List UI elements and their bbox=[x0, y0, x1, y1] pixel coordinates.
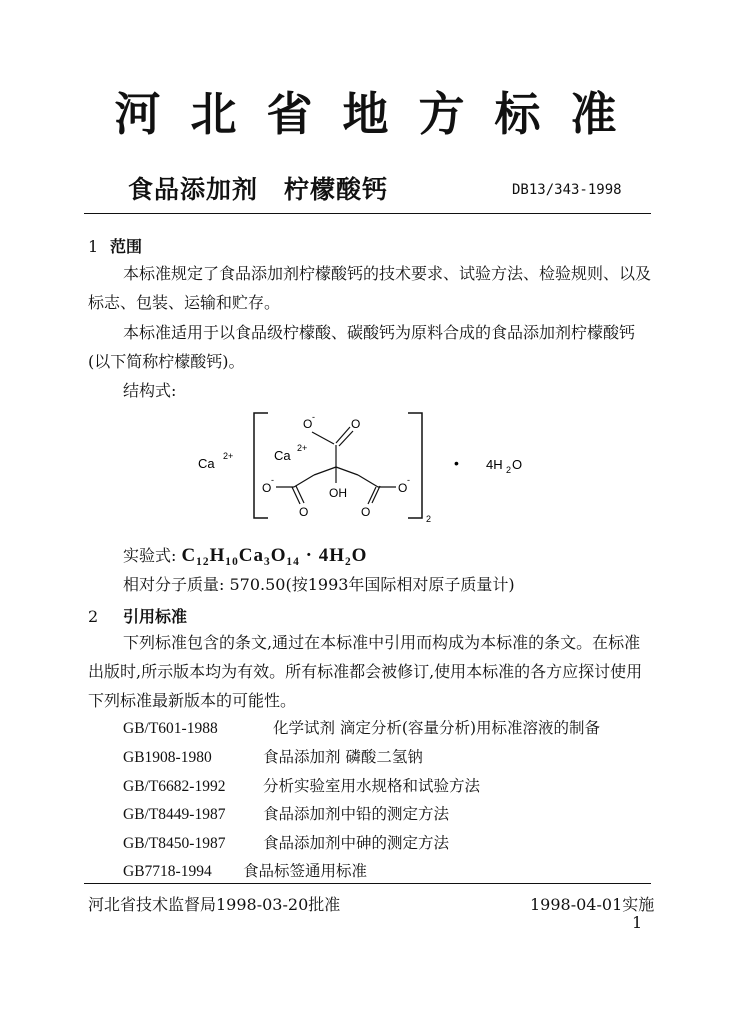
section1-heading bbox=[88, 234, 142, 257]
bond-center-left bbox=[314, 467, 336, 475]
oh-group: OH bbox=[329, 486, 347, 500]
section1-number: 1 bbox=[88, 237, 99, 256]
right-bracket bbox=[408, 413, 422, 518]
effective-date: 1998-04-01实施 bbox=[530, 895, 655, 914]
empirical-formula: C₁₂H₁₀Ca₃O₁₄ · 4H₂O bbox=[181, 545, 368, 566]
reference-code: GB/T8450-1987 bbox=[123, 835, 226, 852]
section1-para1: 本标准规定了食品添加剂柠檬酸钙的技术要求、试验方法、检验规则、以及标志、包装、运输和贮存。 bbox=[88, 264, 652, 312]
section2-para: 下列标准包含的条文,通过在本标准中引用而构成为本标准的条文。在标准出版时,所示版本均为有效。所有标准都会被修订,使用本标准的各方应探讨使用下列标准最新版本的可能性。 bbox=[88, 633, 643, 710]
reference-title: 食品添加剂中铅的测定方法 bbox=[263, 805, 450, 823]
o-right-minus-sup: - bbox=[407, 475, 410, 485]
section1-title: 范围 bbox=[110, 237, 143, 256]
doc-title bbox=[128, 170, 388, 206]
doc-title-part1: 食品添加剂 bbox=[128, 175, 259, 204]
reference-code: GB/T8449-1987 bbox=[123, 806, 226, 823]
o-top-minus: O bbox=[303, 417, 313, 431]
o-top: O bbox=[351, 417, 361, 431]
o-left-minus: O bbox=[262, 481, 272, 495]
reference-code: GB1908-1980 bbox=[123, 749, 212, 766]
reference-title: 分析实验室用水规格和试验方法 bbox=[263, 777, 481, 795]
section1-para2: 本标准适用于以食品级柠檬酸、碳酸钙为原料合成的食品添加剂柠檬酸钙(以下简称柠檬酸钙)。 bbox=[88, 323, 636, 371]
bracket-subscript: 2 bbox=[426, 514, 432, 524]
ca-left-charge: 2+ bbox=[223, 451, 234, 461]
bond-o-top-double bbox=[336, 427, 350, 443]
reference-title: 食品标签通用标准 bbox=[243, 862, 368, 880]
ca-left: Ca bbox=[198, 456, 215, 471]
o-left-minus-sup: - bbox=[271, 475, 274, 485]
ca-inner-charge: 2+ bbox=[297, 443, 308, 453]
reference-item bbox=[123, 802, 449, 824]
left-bracket bbox=[254, 413, 268, 518]
reference-code: GB/T6682-1992 bbox=[123, 778, 226, 795]
reference-item bbox=[123, 716, 600, 738]
section2-number: 2 bbox=[88, 607, 99, 626]
bond-right-chain bbox=[358, 475, 378, 487]
reference-title: 化学试剂 滴定分析(容量分析)用标准溶液的制备 bbox=[273, 719, 601, 737]
reference-code: GB/T601-1988 bbox=[123, 720, 218, 737]
water-4h: 4H bbox=[486, 457, 503, 472]
formula-label: 实验式: bbox=[123, 546, 177, 565]
o-right-minus: O bbox=[398, 481, 408, 495]
o-bottom-right: O bbox=[361, 505, 371, 519]
page-number: 1 bbox=[632, 913, 643, 932]
doc-code: DB13/343-1998 bbox=[512, 182, 622, 198]
bond-center-right bbox=[336, 467, 358, 475]
reference-code: GB7718-1994 bbox=[123, 863, 212, 880]
molecular-mass: 相对分子质量: 570.50(按1993年国际相对原子质量计) bbox=[123, 575, 515, 594]
reference-title: 食品添加剂中砷的测定方法 bbox=[263, 834, 450, 852]
bond-o-top-double-2 bbox=[339, 431, 353, 446]
bond-o-top-minus bbox=[312, 432, 334, 444]
ca-inner: Ca bbox=[274, 448, 291, 463]
reference-item bbox=[123, 745, 423, 767]
section2-heading bbox=[88, 604, 187, 627]
bond-right-double-2 bbox=[372, 486, 380, 503]
org-title: 河北省地方标准 bbox=[114, 87, 647, 141]
section2-title: 引用标准 bbox=[123, 607, 188, 626]
approval-date: 河北省技术监督局1998-03-20批准 bbox=[88, 895, 341, 914]
reference-item bbox=[123, 859, 367, 881]
structure-label: 结构式: bbox=[123, 381, 177, 400]
bond-left-double bbox=[292, 487, 300, 504]
water-o: O bbox=[512, 457, 523, 472]
hydration-dot: • bbox=[454, 455, 459, 471]
o-top-minus-sup: - bbox=[312, 412, 315, 422]
footer-divider bbox=[84, 883, 651, 884]
reference-item bbox=[123, 831, 449, 853]
header-divider bbox=[84, 213, 651, 214]
bond-left-double-2 bbox=[296, 486, 304, 503]
water-subscript: 2 bbox=[506, 465, 512, 475]
o-bottom-left: O bbox=[299, 505, 309, 519]
bond-right-double bbox=[368, 487, 376, 504]
empirical-formula-line bbox=[123, 543, 367, 567]
reference-title: 食品添加剂 磷酸二氢钠 bbox=[263, 748, 423, 766]
structural-formula bbox=[190, 405, 550, 530]
bond-left-chain bbox=[294, 475, 314, 487]
doc-title-part2: 柠檬酸钙 bbox=[284, 175, 389, 204]
reference-item bbox=[123, 774, 480, 796]
